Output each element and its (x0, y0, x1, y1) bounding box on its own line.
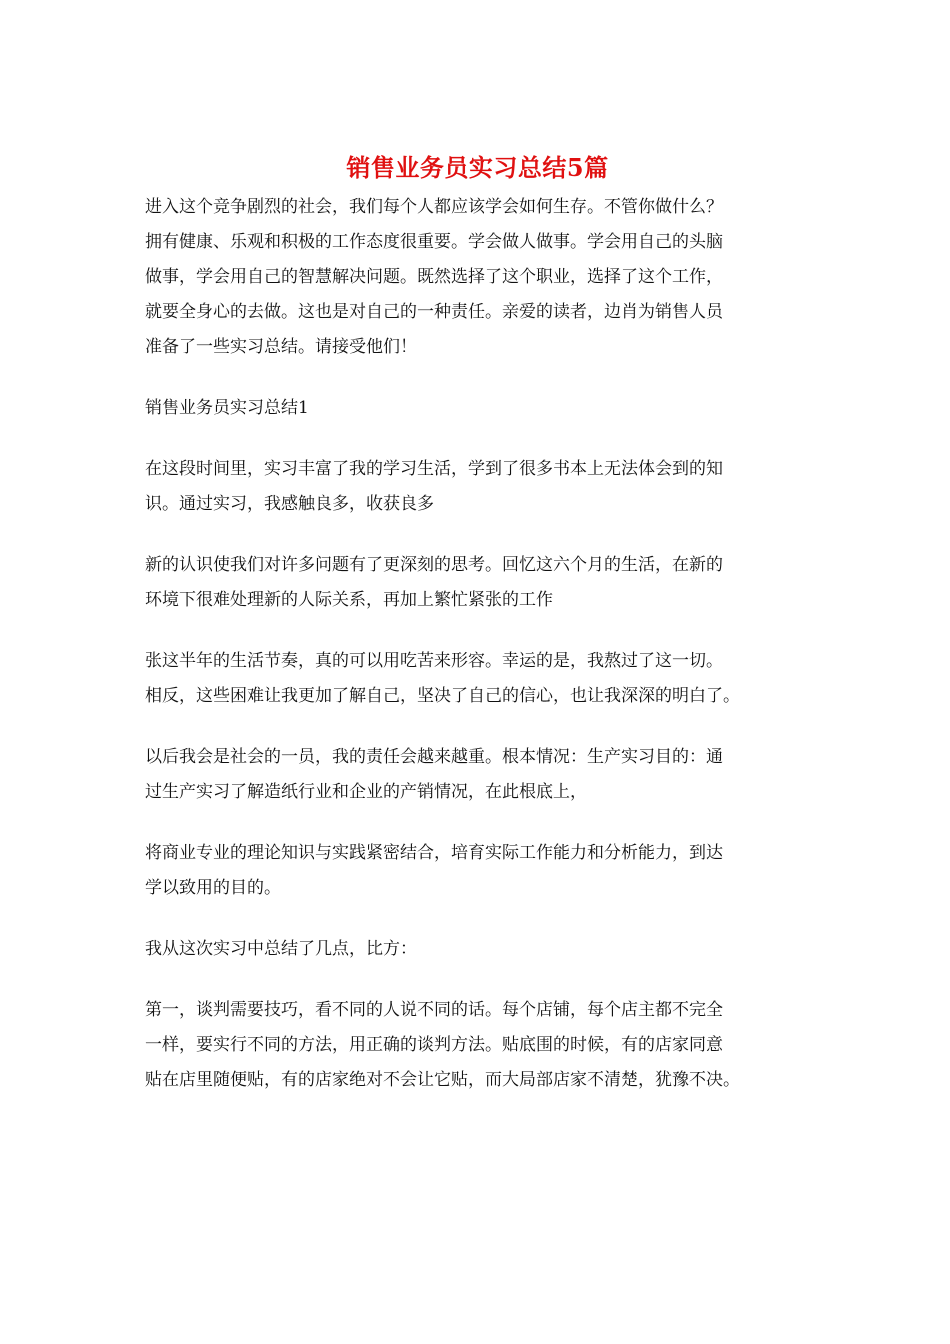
paragraph-6 (145, 932, 810, 967)
paragraph-line: 学以致用的目的。 (145, 878, 281, 898)
paragraph-line: 我从这次实习中总结了几点，比方： (145, 939, 417, 959)
intro-paragraph (145, 190, 810, 365)
paragraph-5 (145, 836, 810, 906)
intro-line: 进入这个竞争剧烈的社会，我们每个人都应该学会如何生存。不管你做什么？ (145, 197, 723, 217)
paragraph-line: 张这半年的生活节奏，真的可以用吃苦来形容。幸运的是，我熬过了这一切。 (145, 651, 723, 671)
paragraph-3 (145, 644, 810, 714)
intro-line: 拥有健康、乐观和积极的工作态度很重要。学会做人做事。学会用自己的头脑 (145, 232, 723, 252)
paragraph-4 (145, 740, 810, 810)
paragraph-line: 新的认识使我们对许多问题有了更深刻的思考。回忆这六个月的生活，在新的 (145, 555, 723, 575)
paragraph-line: 第一，谈判需要技巧，看不同的人说不同的话。每个店铺，每个店主都不完全 (145, 1000, 723, 1020)
intro-line: 就要全身心的去做。这也是对自己的一种责任。亲爱的读者，边肖为销售人员 (145, 302, 723, 322)
paragraph-line: 识。通过实习，我感触良多，收获良多 (145, 494, 434, 514)
document-body (145, 150, 810, 1124)
paragraph-line: 将商业专业的理论知识与实践紧密结合，培育实际工作能力和分析能力，到达 (145, 843, 723, 863)
paragraph-line: 一样，要实行不同的方法，用正确的谈判方法。贴底围的时候，有的店家同意 (145, 1035, 723, 1055)
paragraph-1 (145, 452, 810, 522)
paragraph-line: 贴在店里随便贴，有的店家绝对不会让它贴，而大局部店家不清楚，犹豫不决。 (145, 1070, 740, 1090)
paragraph-7 (145, 993, 810, 1098)
paragraph-line: 相反，这些困难让我更加了解自己，坚决了自己的信心，也让我深深的明白了。 (145, 686, 740, 706)
intro-line: 做事，学会用自己的智慧解决问题。既然选择了这个职业，选择了这个工作， (145, 267, 723, 287)
paragraph-2 (145, 548, 810, 618)
paragraph-line: 环境下很难处理新的人际关系，再加上繁忙紧张的工作 (145, 590, 553, 610)
document-title: 销售业务员实习总结5篇 (346, 153, 609, 182)
intro-line: 准备了一些实习总结。请接受他们！ (145, 337, 417, 357)
paragraph-line: 在这段时间里，实习丰富了我的学习生活，学到了很多书本上无法体会到的知 (145, 459, 723, 479)
section-heading: 销售业务员实习总结1 (145, 398, 309, 418)
paragraph-line: 以后我会是社会的一员，我的责任会越来越重。根本情况：生产实习目的：通 (145, 747, 723, 767)
paragraph-line: 过生产实习了解造纸行业和企业的产销情况，在此根底上， (145, 782, 587, 802)
